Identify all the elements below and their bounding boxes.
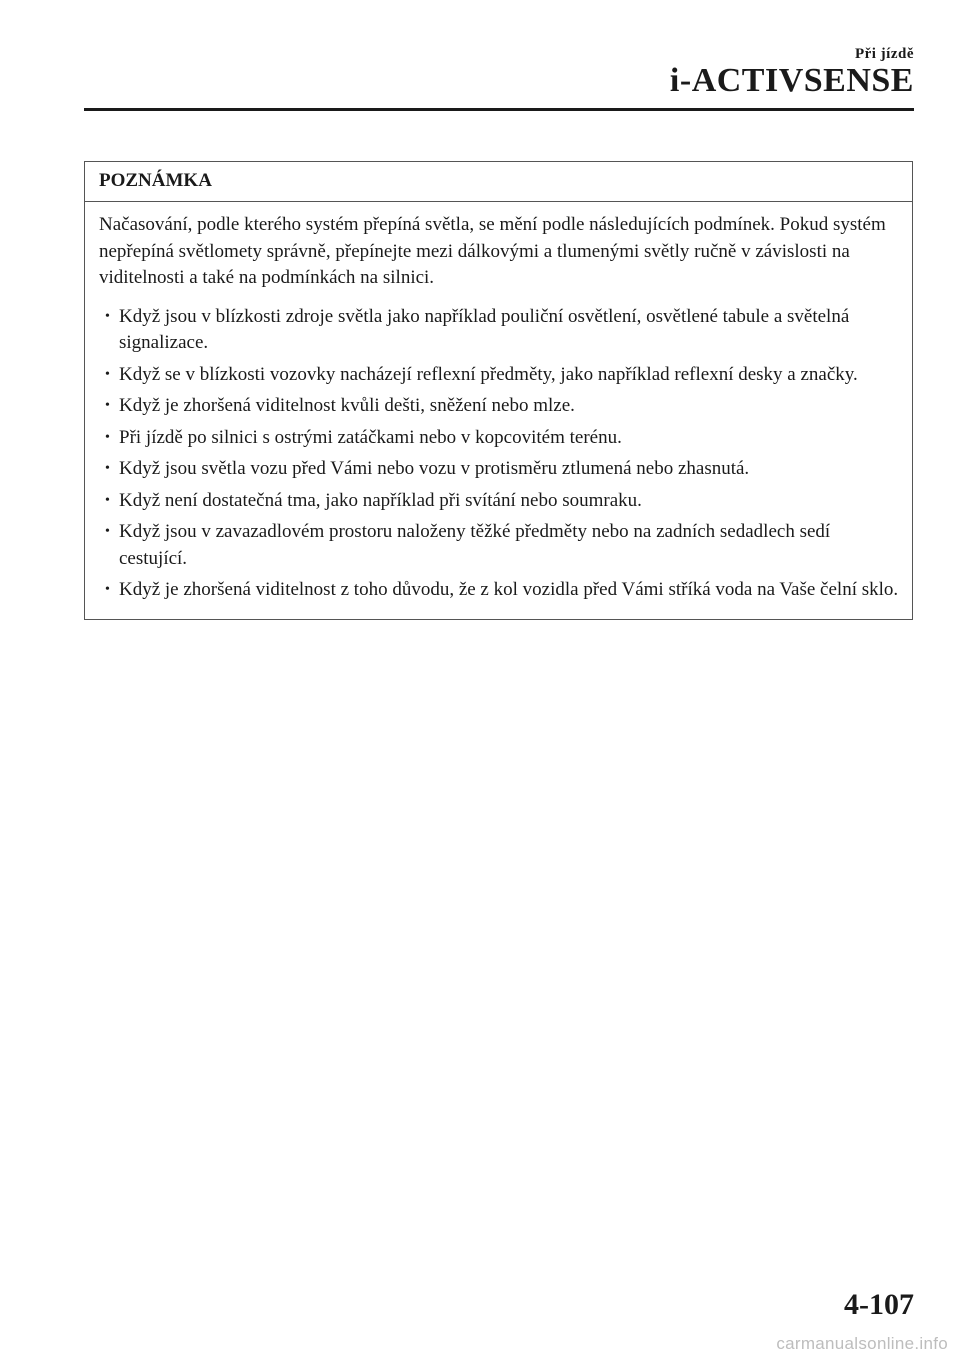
note-body (85, 202, 912, 619)
bullet-dot-icon: • (105, 461, 110, 476)
list-item-text: Když se v blízkosti vozovky nacházejí reflexní předměty, jako například reflexní desky a značky. (119, 363, 858, 385)
list-item (99, 393, 900, 420)
chapter-title: i-ACTIVSENSE (669, 62, 914, 99)
watermark-link[interactable]: carmanualsonline.info (776, 1334, 948, 1353)
bullet-dot-icon: • (105, 429, 110, 445)
bullet-dot-icon: • (105, 524, 110, 539)
page-number: 4-107 (844, 1288, 914, 1321)
bullet-dot-icon: • (105, 398, 110, 413)
list-item (99, 577, 900, 604)
bullet-dot-icon: • (105, 582, 110, 597)
note-bullet-list (99, 304, 900, 604)
list-item-text: Když je zhoršená viditelnost kvůli dešti, sněžení nebo mlze. (119, 395, 575, 416)
list-item (99, 519, 900, 572)
list-item (99, 488, 900, 515)
bullet-dot-icon: • (105, 492, 110, 508)
list-item-text: Při jízdě po silnici s ostrými zatáčkami nebo v kopcovitém terénu. (119, 426, 622, 448)
note-box (84, 161, 913, 620)
list-item-text: Když jsou v blízkosti zdroje světla jako například pouliční osvětlení, osvětlené tabule a světelná signalizace. (119, 305, 850, 353)
list-item (99, 362, 900, 389)
list-item (99, 304, 900, 357)
list-item-text: Když není dostatečná tma, jako například při svítání nebo soumraku. (119, 489, 642, 511)
note-heading: POZNÁMKA (85, 162, 912, 202)
note-intro: Načasování, podle kterého systém přepíná světla, se mění podle následujících podmínek. Pokud systém nepřepíná světlomety správně, přepínejte mezi dálkovými a tlumenými světly ručně v závislosti na viditelnosti a také na podmínkách na silnici. (99, 214, 886, 288)
list-item (99, 456, 900, 483)
bullet-dot-icon: • (105, 308, 110, 324)
header-rule (84, 108, 914, 111)
list-item-text: Když je zhoršená viditelnost z toho důvodu, že z kol vozidla před Vámi stříká voda na Vaše čelní sklo. (119, 579, 899, 600)
list-item-text: Když jsou v zavazadlovém prostoru naloženy těžké předměty nebo na zadních sedadlech sedí cestující. (119, 521, 831, 569)
list-item (99, 425, 900, 452)
section-label: Při jízdě (854, 46, 914, 62)
bullet-dot-icon: • (105, 366, 110, 382)
list-item-text: Když jsou světla vozu před Vámi nebo vozu v protisměru ztlumená nebo zhasnutá. (119, 458, 750, 479)
